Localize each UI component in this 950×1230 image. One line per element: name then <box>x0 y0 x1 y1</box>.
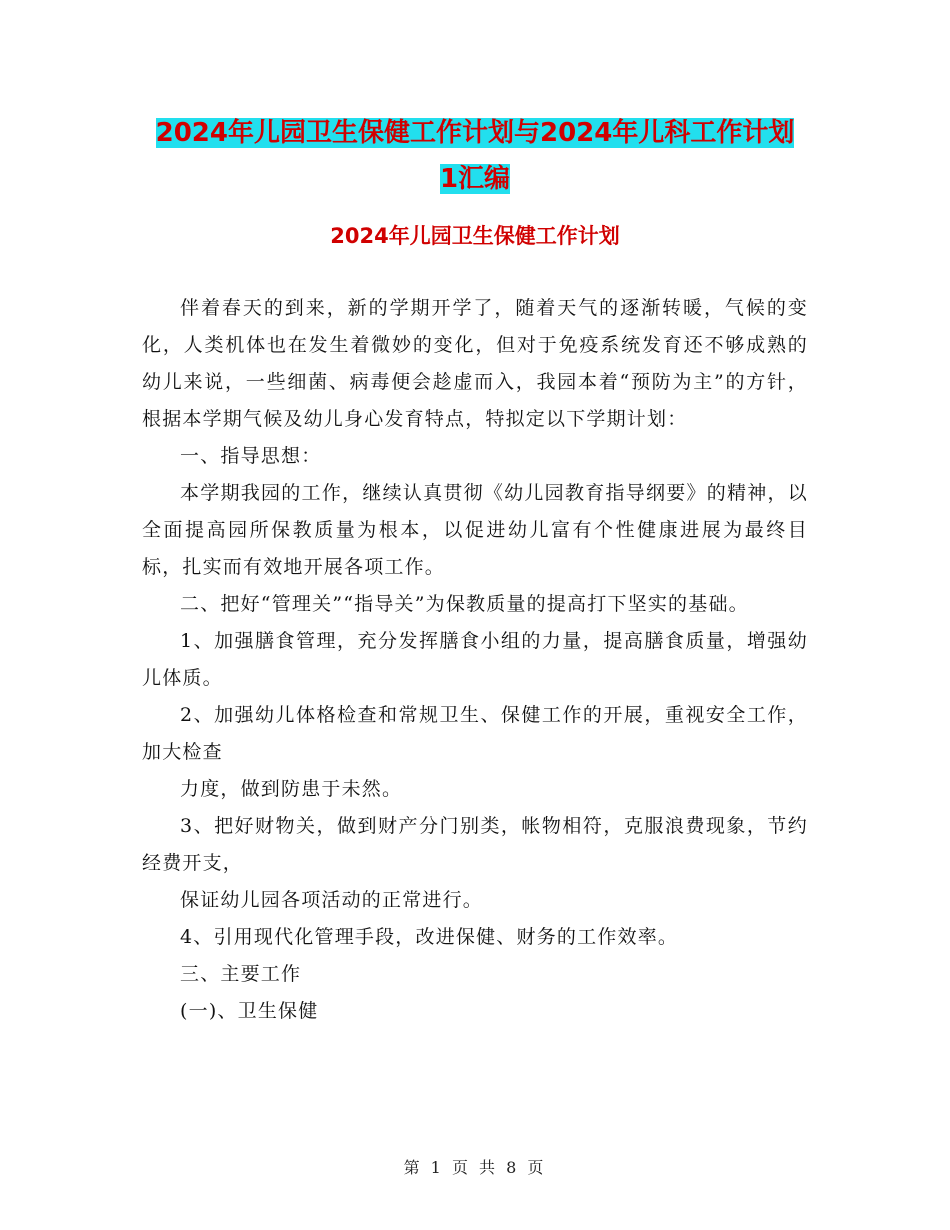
paragraph-guiding-thought: 本学期我园的工作，继续认真贯彻《幼儿园教育指导纲要》的精神，以全面提高园所保教质量为根本，以促进幼儿富有个性健康进展为最终目标，扎实而有效地开展各项工作。 <box>142 482 808 578</box>
paragraph-item-2-cont: 力度，做到防患于未然。 <box>180 778 403 800</box>
paragraph-intro: 伴着春天的到来，新的学期开学了，随着天气的逐渐转暖，气候的变化，人类机体也在发生着微妙的变化，但对于免疫系统发育还不够成熟的幼儿来说，一些细菌、病毒便会趁虚而入，我园本着“预防为主”的方针，根据本学期气候及幼儿身心发育特点，特拟定以下学期计划： <box>142 297 808 430</box>
title-line-1: 2024年儿园卫生保健工作计划与2024年儿科工作计划 <box>155 118 795 148</box>
paragraph-item-3-cont: 保证幼儿园各项活动的正常进行。 <box>180 889 484 911</box>
document-title <box>120 110 830 202</box>
paragraph-item-1: 1、加强膳食管理，充分发挥膳食小组的力量，提高膳食质量，增强幼儿体质。 <box>142 630 808 689</box>
paragraph-item-2: 2、加强幼儿体格检查和常规卫生、保健工作的开展，重视安全工作，加大检查 <box>142 704 808 763</box>
heading-management: 二、把好“管理关”“指导关”为保教质量的提高打下坚实的基础。 <box>180 593 749 615</box>
heading-main-work: 三、主要工作 <box>180 963 302 985</box>
heading-guiding-thought: 一、指导思想： <box>180 445 322 467</box>
heading-hygiene: (一)、卫生保健 <box>180 1000 319 1022</box>
paragraph-item-4: 4、引用现代化管理手段，改进保健、财务的工作效率。 <box>180 926 679 948</box>
page-footer: 第 1 页 共 8 页 <box>403 1158 547 1177</box>
section-title: 2024年儿园卫生保健工作计划 <box>330 224 620 248</box>
title-line-2: 1汇编 <box>439 164 511 194</box>
body-text <box>142 290 808 1030</box>
paragraph-item-3: 3、把好财物关，做到财产分门别类，帐物相符，克服浪费现象，节约经费开支， <box>142 815 808 874</box>
